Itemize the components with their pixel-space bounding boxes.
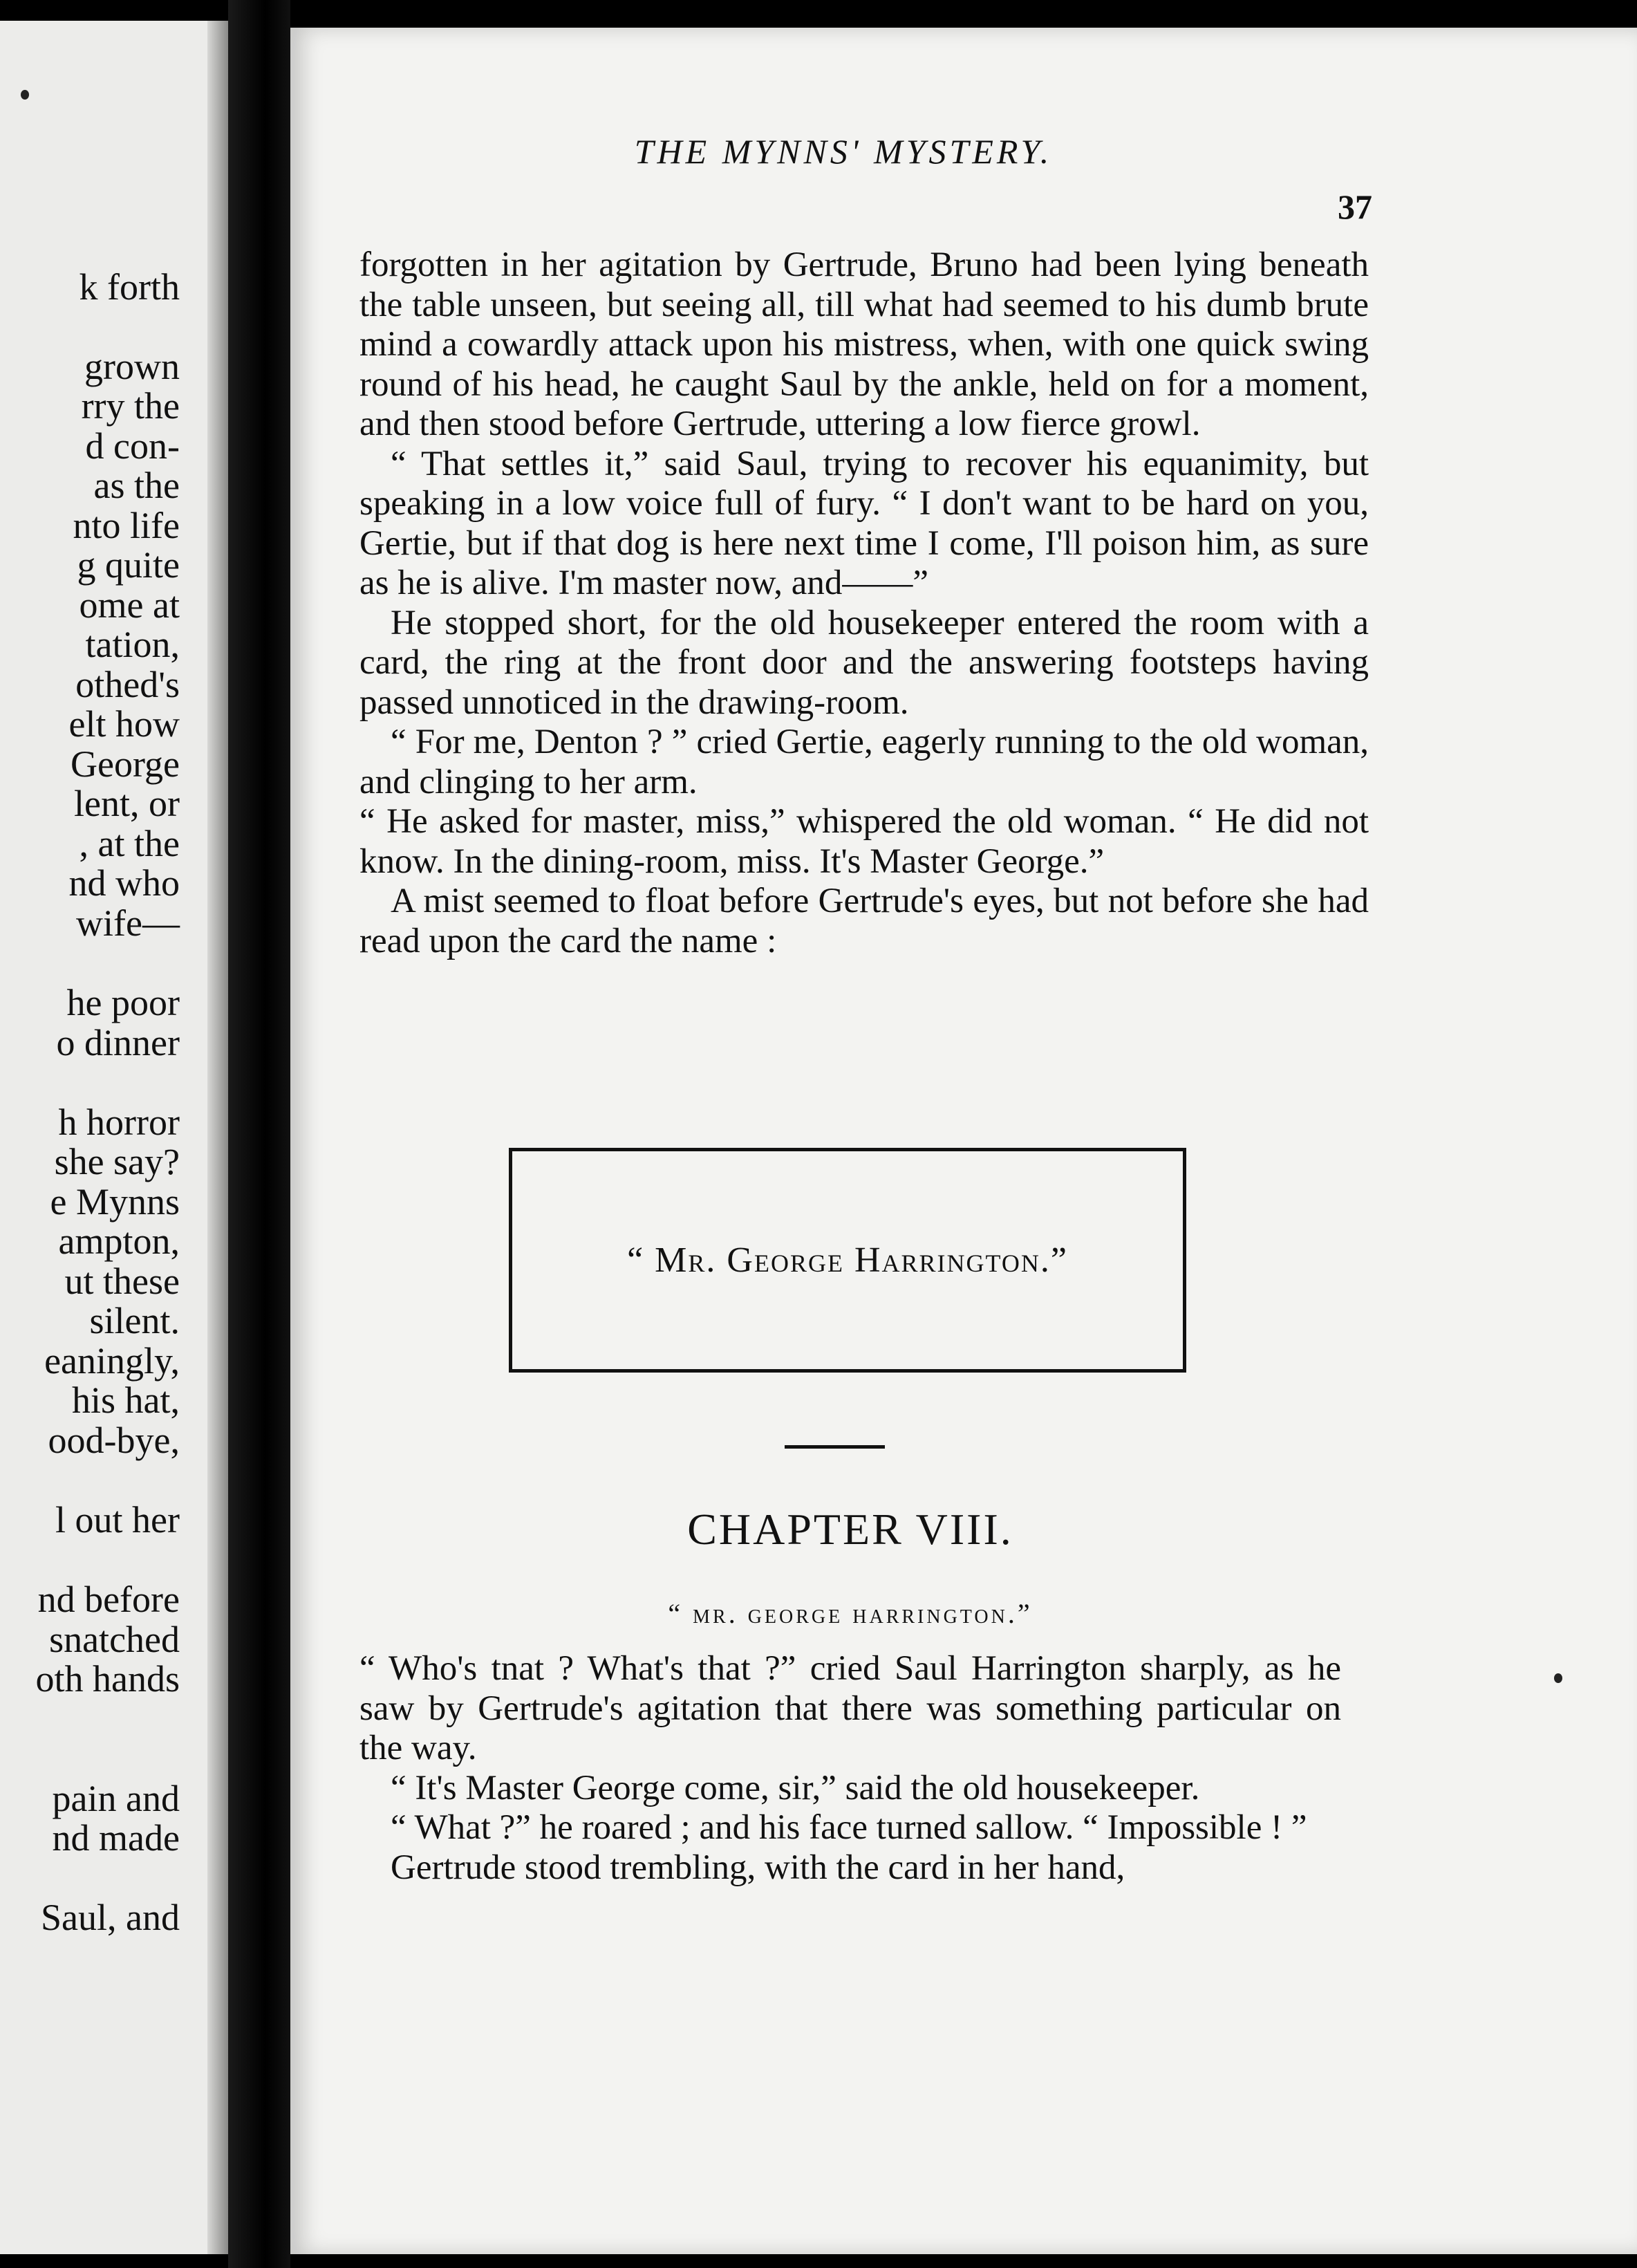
paragraph: “ It's Master George come, sir,” said the old housekeeper. — [391, 1768, 1200, 1807]
paragraph: Gertrude stood trembling, with the card in her hand, — [391, 1848, 1125, 1887]
paragraph: “ That settles it,” said Saul, trying to recover his equanimity, but speaking in a low voice full of fury. “ I don't want to be hard on you, Gertie, but if that dog is here next time I come, I'll poison him, as sure as he is alive. I'm master now, and——” — [359, 444, 1369, 602]
left-page-line: oth hands — [35, 1658, 180, 1700]
book-spine — [228, 0, 290, 2268]
left-page-line: o dinner — [56, 1022, 180, 1063]
left-page-line: , at the — [79, 823, 180, 864]
left-page-line: as the — [93, 465, 180, 506]
left-page-line: ampton, — [58, 1220, 180, 1262]
left-page-line: e Mynns — [50, 1181, 180, 1223]
paragraph: “ For me, Denton ? ” cried Gertie, eagerly running to the old woman, and clinging to her arm. — [359, 723, 1369, 801]
left-page-line: ood-bye, — [48, 1420, 180, 1461]
left-page-line: grown — [84, 346, 180, 387]
left-page-line: k forth — [79, 266, 180, 308]
left-page-line: nd who — [68, 862, 180, 904]
left-page-line: eaningly, — [44, 1340, 180, 1382]
left-page-line: his hat, — [72, 1379, 180, 1421]
left-page-line: nto life — [73, 505, 180, 546]
left-page-line: ut these — [64, 1261, 180, 1302]
left-page-line: d con- — [85, 425, 180, 467]
left-page-line: othed's — [75, 664, 180, 705]
paragraph: forgotten in her agitation by Gertrude, Bruno had been lying beneath the table unseen, but seeing all, till what had seemed to his dumb brute mind a cowardly attack upon his mistress, when, with one quick swing round of his head, he caught Saul by the ankle, held on for a moment, and then stood before Gertrude, uttering a low fierce growl. — [359, 245, 1369, 443]
chapter-subtitle: “ mr. george harrington.” — [668, 1598, 1033, 1629]
left-page-line: she say? — [54, 1141, 180, 1182]
paragraph: He stopped short, for the old housekeeper entered the room with a card, the ring at the front door and the answering footsteps having passed unnoticed in the drawing-room. — [359, 603, 1369, 722]
left-page-line: wife— — [76, 902, 180, 944]
left-page-line: elt how — [68, 703, 180, 745]
speck-mark — [21, 90, 29, 100]
left-page-line: l out her — [55, 1499, 180, 1541]
page-number: 37 — [1338, 187, 1372, 226]
paragraph: A mist seemed to float before Gertrude's eyes, but not before she had read upon the card the name : — [359, 882, 1369, 960]
left-page-line: tation, — [85, 624, 180, 665]
left-page-line: g quite — [77, 544, 180, 586]
calling-card-box — [509, 1148, 1186, 1373]
left-page-line: rry the — [81, 385, 180, 427]
left-page-line: nd before — [37, 1579, 180, 1620]
left-page-line: silent. — [89, 1300, 180, 1341]
paragraph: “ Who's tnat ? What's that ?” cried Saul Harrington sharply, as he saw by Gertrude's agitation that there was something particular on the way. — [359, 1649, 1341, 1767]
left-page-line: h horror — [58, 1102, 180, 1143]
left-page-line: George — [71, 743, 180, 785]
left-page-gutter — [207, 21, 228, 2254]
body-text-top — [359, 245, 1369, 961]
speck-mark — [1554, 1673, 1562, 1683]
left-page-line: pain and — [52, 1778, 180, 1819]
left-page-line: nd made — [52, 1817, 180, 1859]
paragraph: “ What ?” he roared ; and his face turned sallow. “ Impossible ! ” — [391, 1808, 1307, 1847]
running-head: THE MYNNS' MYSTERY. — [634, 132, 1053, 171]
calling-card-text: “ Mr. George Harrington.” — [627, 1240, 1068, 1280]
section-rule — [785, 1445, 885, 1449]
left-page — [0, 21, 228, 2254]
left-page-line: lent, or — [74, 783, 180, 824]
body-text-bottom — [359, 1649, 1341, 1888]
left-page-line: he poor — [66, 982, 180, 1023]
paragraph: “ He asked for master, miss,” whispered the old woman. “ He did not know. In the dining-room, miss. It's Master George.” — [359, 802, 1369, 881]
left-page-line: ome at — [79, 584, 180, 626]
left-page-line: snatched — [49, 1619, 180, 1660]
left-page-line: Saul, and — [41, 1897, 180, 1938]
chapter-heading: CHAPTER VIII. — [687, 1505, 1013, 1554]
